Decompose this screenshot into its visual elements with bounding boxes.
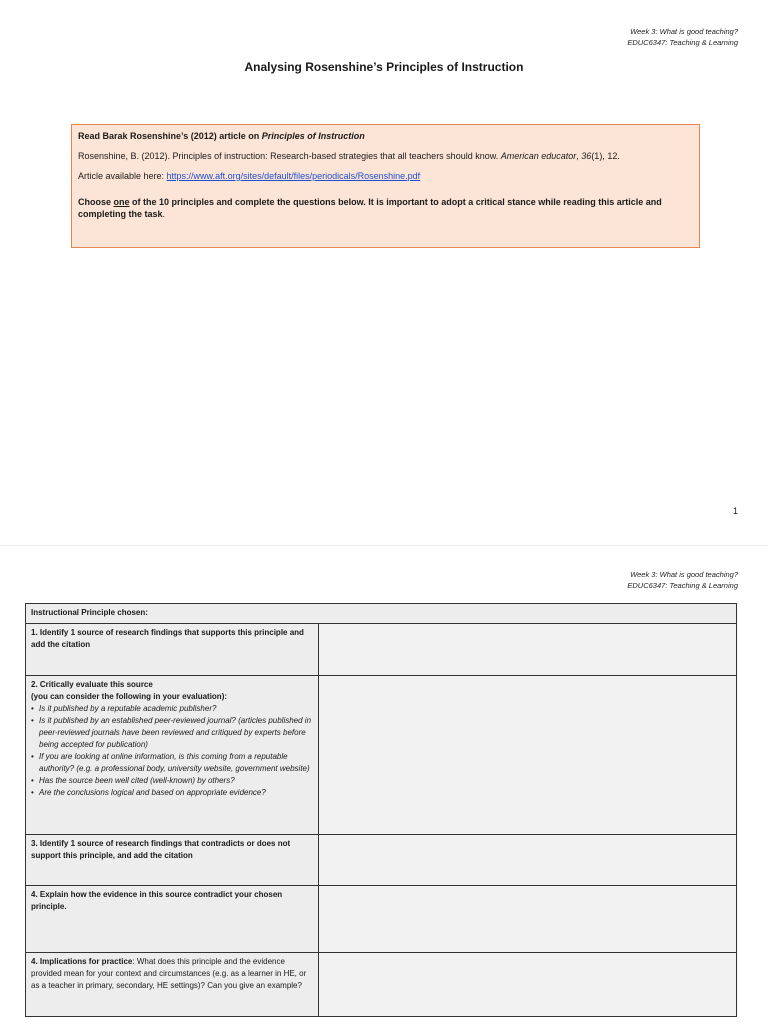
- table-row: [26, 953, 737, 1017]
- box-heading-title: Principles of Instruction: [261, 131, 365, 141]
- table-row: [26, 624, 737, 676]
- citation-journal: American educator: [500, 151, 577, 161]
- list-item: • Has the source been well cited (well-known) by others?: [31, 775, 313, 787]
- page-number: 1: [732, 506, 738, 516]
- answer-4-cell[interactable]: [319, 886, 737, 953]
- table-row: [26, 835, 737, 886]
- list-item: • Are the conclusions logical and based on appropriate evidence?: [31, 787, 313, 799]
- list-item: • Is it published by an established peer-reviewed journal? (articles published in peer-reviewed journals have been reviewed and critiqued by experts before being accepted for publication): [31, 715, 313, 751]
- article-link[interactable]: https://www.aft.org/sites/default/files/periodicals/Rosenshine.pdf: [166, 171, 421, 181]
- header-week: Week 3: What is good teaching?: [630, 570, 738, 579]
- task-one: one: [113, 197, 130, 207]
- question-5: [26, 953, 319, 1017]
- task-rest: of the 10 principles and complete the questions below. It is important to adopt a critical stance while reading this article and completing the task: [78, 197, 662, 219]
- list-item: • If you are looking at online information, is this coming from a reputable authority? (e.g. a professional body, university website, government website): [31, 751, 313, 775]
- answer-3-cell[interactable]: [319, 835, 737, 886]
- question-5-label: 4. Implications for practice: [31, 957, 133, 966]
- task-prefix: Choose: [78, 197, 114, 207]
- table-row: [26, 886, 737, 953]
- answer-5-cell[interactable]: [319, 953, 737, 1017]
- page-title: Analysing Rosenshine’s Principles of Instruction: [244, 60, 524, 74]
- citation-sep: ,: [576, 151, 582, 161]
- header-week: Week 3: What is good teaching?: [630, 27, 738, 36]
- page1-running-header: [627, 26, 738, 48]
- citation-volume: 36: [581, 151, 592, 161]
- question-2-subtitle: (you can consider the following in your evaluation):: [31, 692, 228, 701]
- question-2: [26, 676, 319, 835]
- instruction-box: [71, 124, 700, 248]
- worksheet-table: [25, 603, 737, 1017]
- article-line: [78, 170, 693, 182]
- citation: [78, 150, 693, 162]
- question-4: 4. Explain how the evidence in this source contradict your chosen principle.: [26, 886, 319, 953]
- task-instruction: [78, 196, 693, 220]
- question-2-title: 2. Critically evaluate this source: [31, 680, 153, 689]
- article-label: Article available here:: [78, 171, 167, 181]
- header-course: EDUC6347: Teaching & Learning: [627, 581, 738, 590]
- citation-rest: (1), 12.: [591, 151, 620, 161]
- table-row: [26, 604, 737, 624]
- question-3: 3. Identify 1 source of research findings that contradicts or does not support this principle, and add the citation: [26, 835, 319, 886]
- page-break: [0, 545, 768, 546]
- answer-2-cell[interactable]: [319, 676, 737, 835]
- answer-1-cell[interactable]: [319, 624, 737, 676]
- question-1: 1. Identify 1 source of research findings that supports this principle and add the citation: [26, 624, 319, 676]
- evaluation-checklist: [31, 703, 313, 799]
- box-heading-text: Read Barak Rosenshine’s (2012) article on: [78, 131, 262, 141]
- list-item: • Is it published by a reputable academic publisher?: [31, 703, 313, 715]
- task-end: .: [162, 209, 166, 219]
- table-row: [26, 676, 737, 835]
- question-5-text: : What does this principle and the evidence provided mean for your context and circumstances (e.g. as a learner in HE, or as a teacher in primary, secondary, HE settings)? Can you give an example?: [31, 957, 307, 990]
- citation-text: Rosenshine, B. (2012). Principles of instruction: Research-based strategies that all teachers should know.: [78, 151, 501, 161]
- box-heading: [78, 130, 693, 142]
- header-course: EDUC6347: Teaching & Learning: [627, 38, 738, 47]
- principle-chosen-field[interactable]: Instructional Principle chosen:: [26, 604, 737, 624]
- page2-running-header: [627, 569, 738, 591]
